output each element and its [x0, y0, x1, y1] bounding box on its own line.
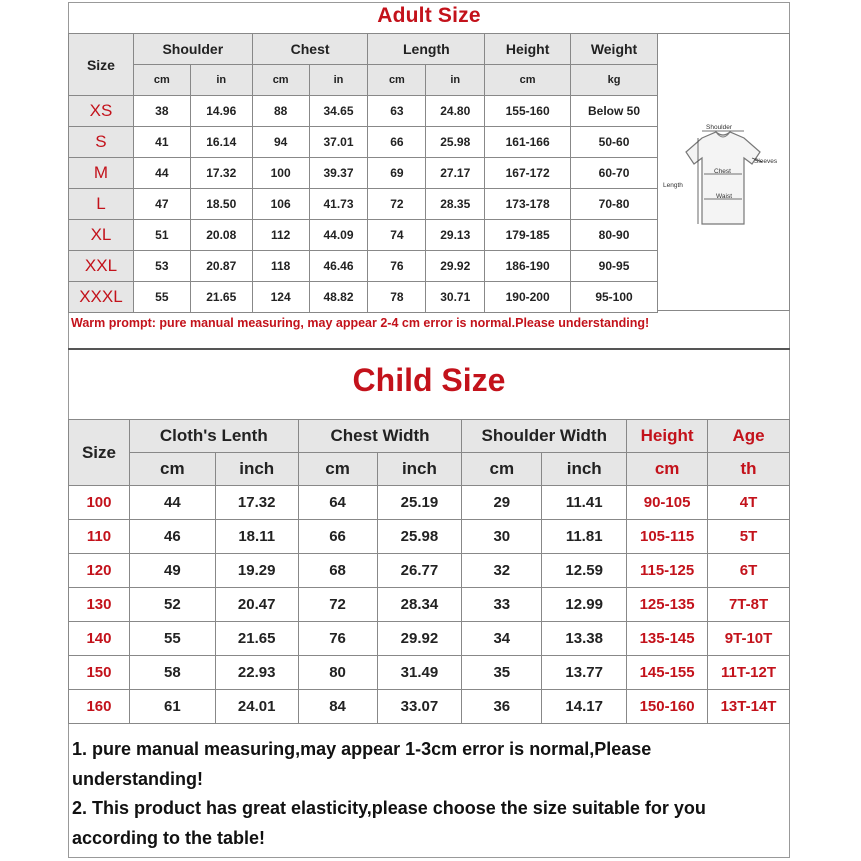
value-cell: 76: [368, 251, 426, 282]
value-cell: 94: [252, 127, 309, 158]
value-cell: 72: [368, 189, 426, 220]
adult-unit-header: in: [190, 65, 252, 96]
value-cell: 33: [462, 588, 542, 622]
child-size-table: [68, 419, 790, 724]
table-row: [69, 486, 790, 520]
child-unit-header: th: [708, 453, 790, 486]
child-group-header: Height: [627, 420, 708, 453]
value-cell: 150-160: [627, 690, 708, 724]
table-row: [69, 127, 658, 158]
adult-unit-header: in: [426, 65, 485, 96]
value-cell: 63: [368, 96, 426, 127]
value-cell: 35: [462, 656, 542, 690]
value-cell: 155-160: [485, 96, 571, 127]
diagram-label-length: Length: [663, 182, 683, 189]
value-cell: 33.07: [377, 690, 462, 724]
value-cell: 179-185: [485, 220, 571, 251]
value-cell: 58: [129, 656, 215, 690]
size-cell: M: [69, 158, 134, 189]
value-cell: 12.59: [542, 554, 627, 588]
size-cell: S: [69, 127, 134, 158]
adult-group-header: Weight: [571, 34, 658, 65]
table-row: [69, 588, 790, 622]
value-cell: 46.46: [309, 251, 368, 282]
value-cell: 24.01: [215, 690, 298, 724]
adult-group-header: Chest: [252, 34, 368, 65]
value-cell: 145-155: [627, 656, 708, 690]
adult-unit-header: cm: [252, 65, 309, 96]
value-cell: 60-70: [571, 158, 658, 189]
value-cell: 16.14: [190, 127, 252, 158]
size-cell: XXXL: [69, 282, 134, 313]
tshirt-measure-diagram: [658, 33, 790, 311]
value-cell: 47: [133, 189, 190, 220]
value-cell: 26.77: [377, 554, 462, 588]
child-size-header: Size: [69, 420, 130, 486]
value-cell: 112: [252, 220, 309, 251]
value-cell: 55: [133, 282, 190, 313]
value-cell: 64: [298, 486, 377, 520]
value-cell: 70-80: [571, 189, 658, 220]
value-cell: 76: [298, 622, 377, 656]
value-cell: 14.17: [542, 690, 627, 724]
child-unit-header: cm: [129, 453, 215, 486]
value-cell: 37.01: [309, 127, 368, 158]
value-cell: 44: [129, 486, 215, 520]
size-cell: 130: [69, 588, 130, 622]
diagram-label-sleeves: Sleeves: [754, 158, 778, 165]
value-cell: 28.35: [426, 189, 485, 220]
child-unit-header: cm: [298, 453, 377, 486]
value-cell: 173-178: [485, 189, 571, 220]
adult-unit-header: cm: [485, 65, 571, 96]
child-group-header: Cloth's Lenth: [129, 420, 298, 453]
value-cell: 13T-14T: [708, 690, 790, 724]
size-cell: XL: [69, 220, 134, 251]
adult-group-header: Length: [368, 34, 485, 65]
adult-size-table: [68, 33, 658, 313]
table-row: [69, 520, 790, 554]
adult-unit-header: cm: [133, 65, 190, 96]
adult-size-title: Adult Size: [377, 4, 481, 27]
value-cell: 13.77: [542, 656, 627, 690]
value-cell: 41.73: [309, 189, 368, 220]
value-cell: 124: [252, 282, 309, 313]
value-cell: 90-105: [627, 486, 708, 520]
table-row: [69, 251, 658, 282]
value-cell: 25.98: [426, 127, 485, 158]
value-cell: 186-190: [485, 251, 571, 282]
value-cell: Below 50: [571, 96, 658, 127]
value-cell: 30.71: [426, 282, 485, 313]
value-cell: 167-172: [485, 158, 571, 189]
value-cell: 68: [298, 554, 377, 588]
value-cell: 9T-10T: [708, 622, 790, 656]
value-cell: 21.65: [215, 622, 298, 656]
tshirt-icon: [658, 34, 789, 310]
value-cell: 20.87: [190, 251, 252, 282]
adult-group-header: Height: [485, 34, 571, 65]
child-group-header: Chest Width: [298, 420, 462, 453]
value-cell: 44: [133, 158, 190, 189]
size-cell: L: [69, 189, 134, 220]
value-cell: 80: [298, 656, 377, 690]
value-cell: 29.13: [426, 220, 485, 251]
value-cell: 48.82: [309, 282, 368, 313]
diagram-label-waist: Waist: [716, 193, 733, 200]
child-unit-header: inch: [215, 453, 298, 486]
diagram-label-shoulder: Shoulder: [706, 124, 733, 131]
value-cell: 34.65: [309, 96, 368, 127]
child-unit-header: inch: [377, 453, 462, 486]
size-cell: 140: [69, 622, 130, 656]
diagram-label-chest: Chest: [714, 168, 731, 175]
value-cell: 25.98: [377, 520, 462, 554]
child-group-header: Age: [708, 420, 790, 453]
value-cell: 28.34: [377, 588, 462, 622]
value-cell: 100: [252, 158, 309, 189]
value-cell: 24.80: [426, 96, 485, 127]
value-cell: 49: [129, 554, 215, 588]
size-cell: 100: [69, 486, 130, 520]
value-cell: 115-125: [627, 554, 708, 588]
value-cell: 51: [133, 220, 190, 251]
value-cell: 4T: [708, 486, 790, 520]
table-row: [69, 189, 658, 220]
value-cell: 30: [462, 520, 542, 554]
value-cell: 53: [133, 251, 190, 282]
adult-unit-header: cm: [368, 65, 426, 96]
value-cell: 190-200: [485, 282, 571, 313]
value-cell: 18.50: [190, 189, 252, 220]
value-cell: 27.17: [426, 158, 485, 189]
child-unit-header: inch: [542, 453, 627, 486]
adult-unit-header: in: [309, 65, 368, 96]
size-cell: XXL: [69, 251, 134, 282]
child-size-title: Child Size: [352, 362, 506, 398]
value-cell: 31.49: [377, 656, 462, 690]
value-cell: 11T-12T: [708, 656, 790, 690]
value-cell: 52: [129, 588, 215, 622]
adult-size-header: Size: [69, 34, 134, 96]
value-cell: 11.81: [542, 520, 627, 554]
value-cell: 125-135: [627, 588, 708, 622]
note-2: 2. This product has great elasticity,please choose the size suitable for you according to the table!: [72, 798, 706, 848]
value-cell: 20.47: [215, 588, 298, 622]
adult-unit-header: kg: [571, 65, 658, 96]
value-cell: 95-100: [571, 282, 658, 313]
table-row: [69, 158, 658, 189]
value-cell: 105-115: [627, 520, 708, 554]
value-cell: 13.38: [542, 622, 627, 656]
value-cell: 17.32: [190, 158, 252, 189]
value-cell: 66: [368, 127, 426, 158]
child-unit-header: cm: [627, 453, 708, 486]
size-cell: 110: [69, 520, 130, 554]
value-cell: 69: [368, 158, 426, 189]
table-row: [69, 554, 790, 588]
table-row: [69, 656, 790, 690]
size-cell: 160: [69, 690, 130, 724]
value-cell: 90-95: [571, 251, 658, 282]
value-cell: 72: [298, 588, 377, 622]
value-cell: 46: [129, 520, 215, 554]
note-1: 1. pure manual measuring,may appear 1-3cm error is normal,Please understanding!: [72, 739, 652, 789]
value-cell: 55: [129, 622, 215, 656]
table-row: [69, 622, 790, 656]
warm-prompt: Warm prompt: pure manual measuring, may appear 2-4 cm error is normal.Please understanding!: [71, 316, 650, 330]
table-row: [69, 282, 658, 313]
value-cell: 18.11: [215, 520, 298, 554]
value-cell: 29.92: [426, 251, 485, 282]
table-row: [69, 220, 658, 251]
value-cell: 88: [252, 96, 309, 127]
value-cell: 80-90: [571, 220, 658, 251]
value-cell: 7T-8T: [708, 588, 790, 622]
child-unit-header: cm: [462, 453, 542, 486]
value-cell: 161-166: [485, 127, 571, 158]
child-group-header: Shoulder Width: [462, 420, 627, 453]
section-divider: [68, 348, 790, 350]
value-cell: 22.93: [215, 656, 298, 690]
value-cell: 29.92: [377, 622, 462, 656]
size-cell: 120: [69, 554, 130, 588]
value-cell: 78: [368, 282, 426, 313]
value-cell: 39.37: [309, 158, 368, 189]
size-cell: 150: [69, 656, 130, 690]
table-row: [69, 96, 658, 127]
value-cell: 6T: [708, 554, 790, 588]
value-cell: 135-145: [627, 622, 708, 656]
value-cell: 61: [129, 690, 215, 724]
value-cell: 32: [462, 554, 542, 588]
value-cell: 5T: [708, 520, 790, 554]
value-cell: 106: [252, 189, 309, 220]
value-cell: 36: [462, 690, 542, 724]
value-cell: 44.09: [309, 220, 368, 251]
value-cell: 21.65: [190, 282, 252, 313]
notes: [72, 735, 787, 853]
value-cell: 19.29: [215, 554, 298, 588]
value-cell: 20.08: [190, 220, 252, 251]
adult-group-header: Shoulder: [133, 34, 252, 65]
size-cell: XS: [69, 96, 134, 127]
value-cell: 84: [298, 690, 377, 724]
value-cell: 50-60: [571, 127, 658, 158]
table-row: [69, 690, 790, 724]
value-cell: 11.41: [542, 486, 627, 520]
value-cell: 66: [298, 520, 377, 554]
value-cell: 118: [252, 251, 309, 282]
value-cell: 25.19: [377, 486, 462, 520]
value-cell: 41: [133, 127, 190, 158]
value-cell: 17.32: [215, 486, 298, 520]
value-cell: 34: [462, 622, 542, 656]
value-cell: 29: [462, 486, 542, 520]
value-cell: 74: [368, 220, 426, 251]
value-cell: 14.96: [190, 96, 252, 127]
value-cell: 38: [133, 96, 190, 127]
value-cell: 12.99: [542, 588, 627, 622]
